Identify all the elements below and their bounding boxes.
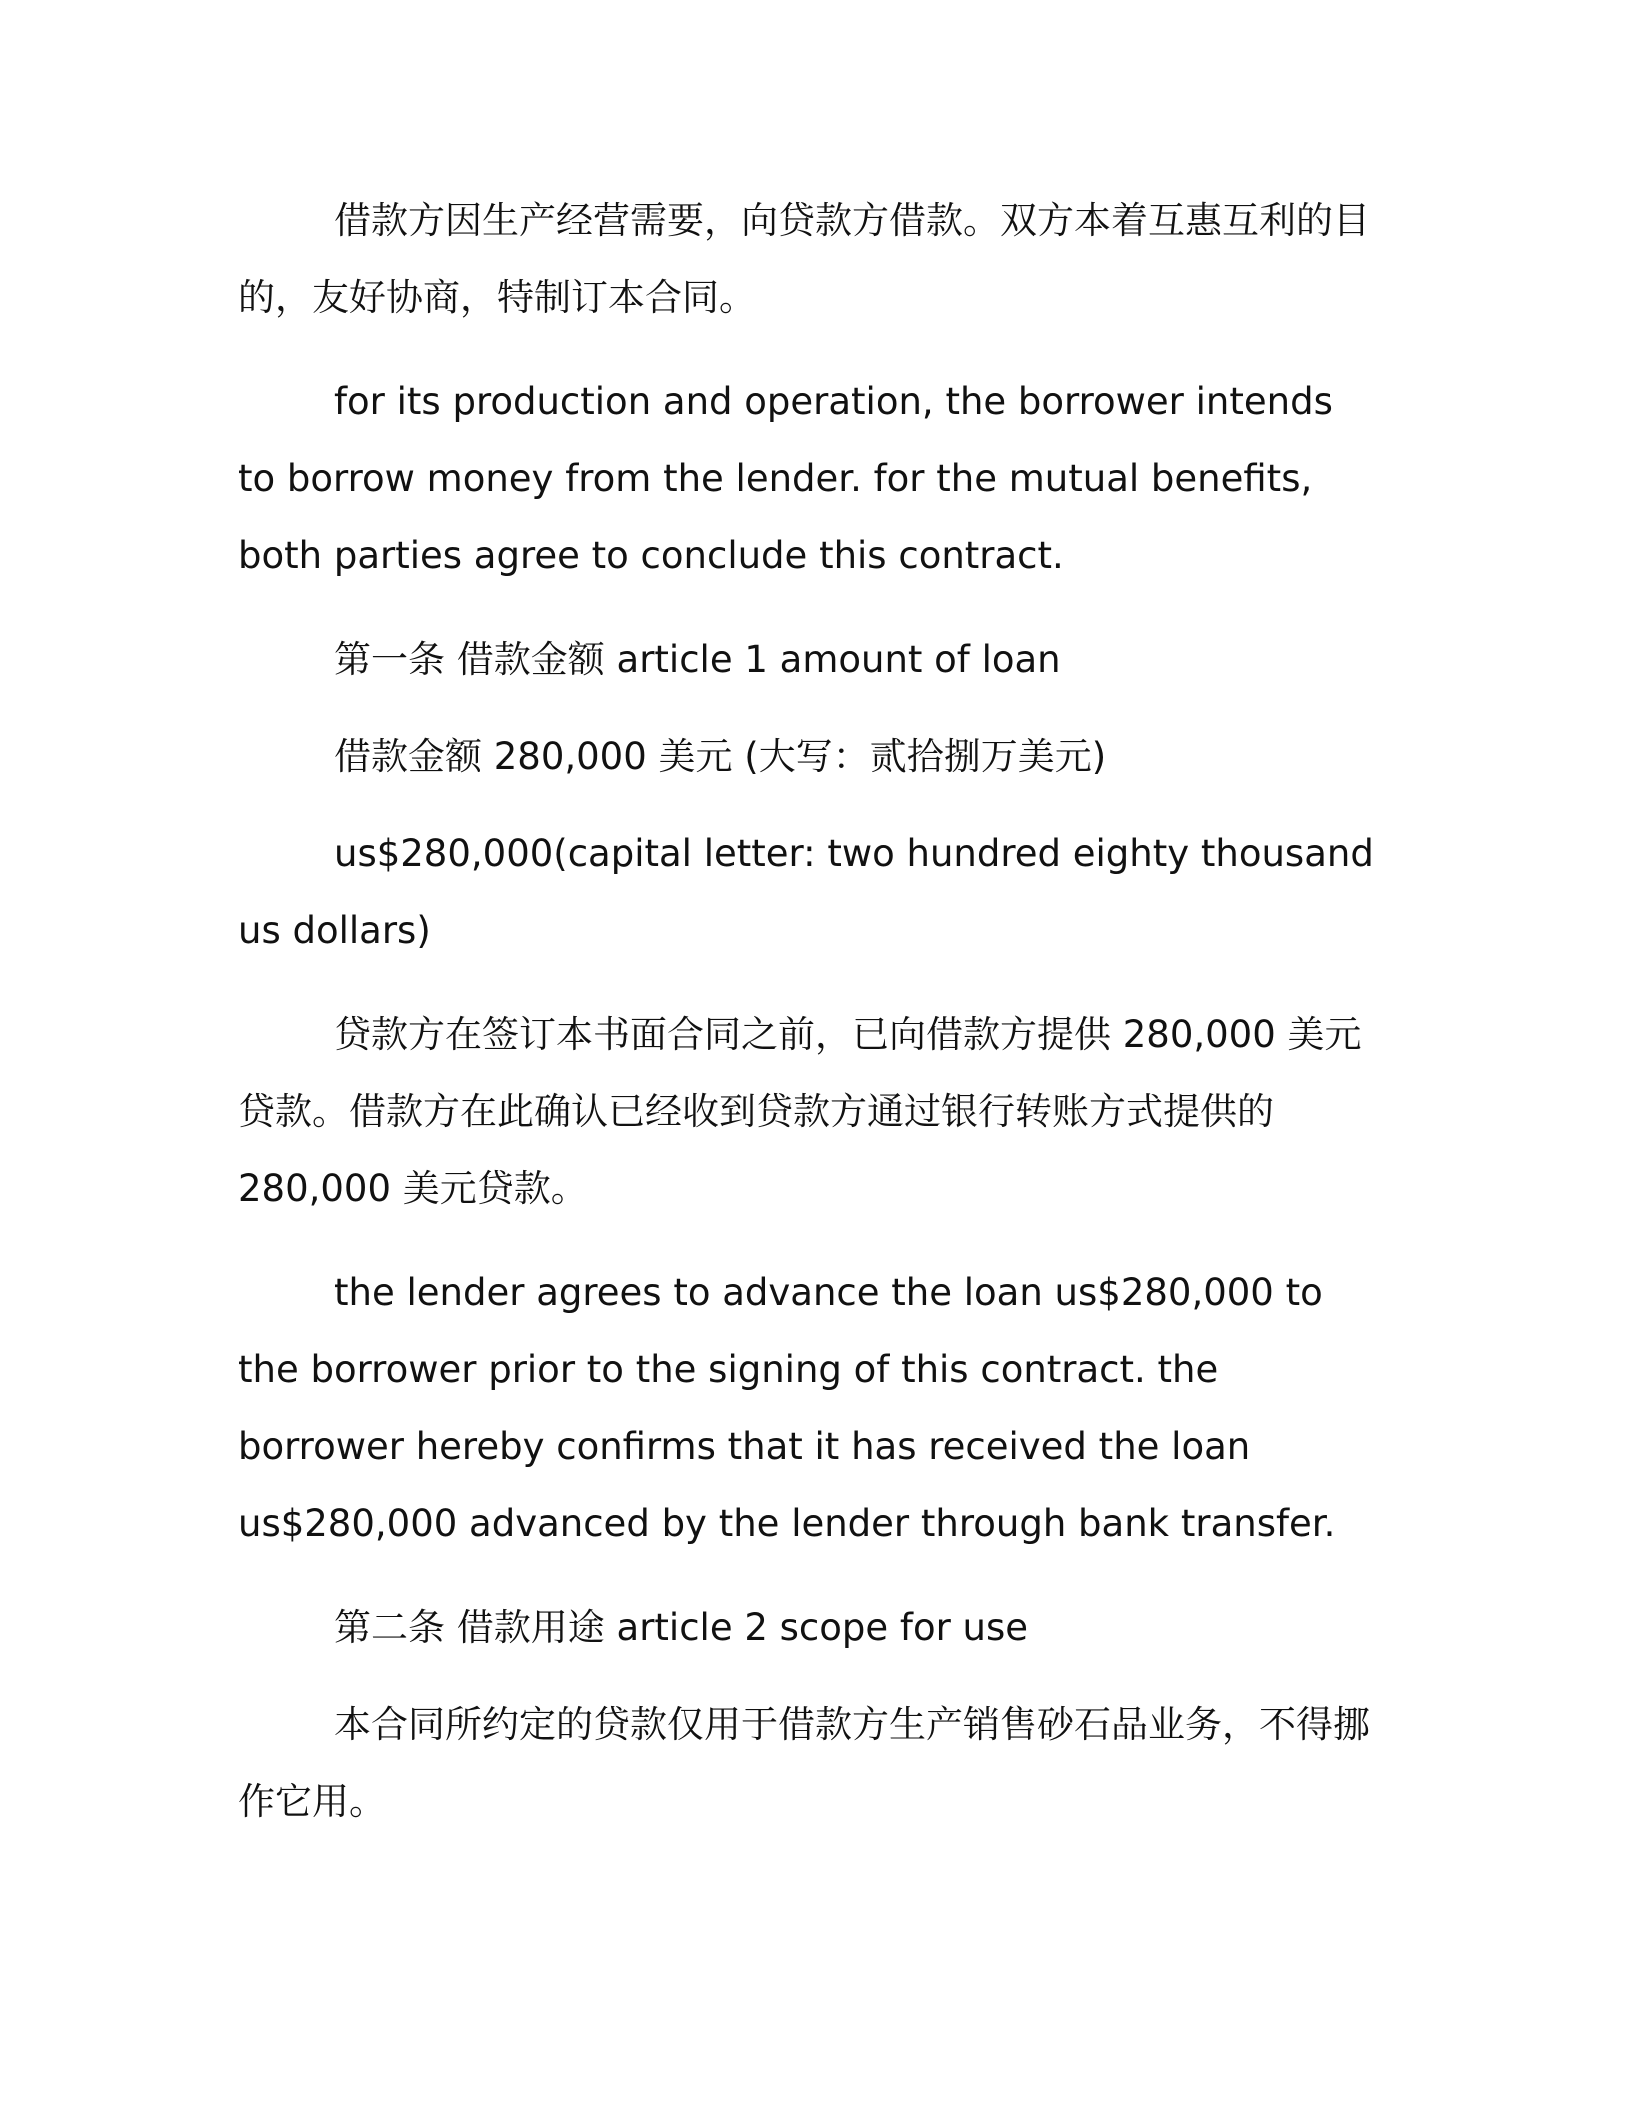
scope-of-use-chinese: 本合同所约定的贷款仅用于借款方生产销售砂石品业务，不得挪作它用。: [238, 1703, 1370, 1823]
loan-amount-english: us$280,000(capital letter: two hundred eighty thousand us dollars): [238, 832, 1374, 952]
document-body: [238, 182, 1378, 1867]
loan-amount-chinese: 借款金额 280,000 美元 (大写：贰拾捌万美元): [334, 735, 1107, 778]
loan-advance-english: the lender agrees to advance the loan us$280,000 to the borrower prior to the signing of this contract. the borrower hereby confirms that it has received the loan us$280,000 advanced by the lender through bank transfer.: [238, 1271, 1336, 1545]
preamble-chinese: 借款方因生产经营需要，向贷款方借款。双方本着互惠互利的目的，友好协商，特制订本合同。: [238, 199, 1370, 319]
article-2-heading: 第二条 借款用途 article 2 scope for use: [334, 1606, 1029, 1649]
loan-advance-chinese: 贷款方在签订本书面合同之前，已向借款方提供 280,000 美元贷款。借款方在此确认已经收到贷款方通过银行转账方式提供的 280,000 美元贷款。: [238, 1013, 1362, 1210]
article-1-heading: 第一条 借款金额 article 1 amount of loan: [334, 638, 1061, 681]
preamble-english: for its production and operation, the borrower intends to borrow money from the lender. for the mutual benefits, both parties agree to conclude this contract.: [238, 380, 1333, 577]
